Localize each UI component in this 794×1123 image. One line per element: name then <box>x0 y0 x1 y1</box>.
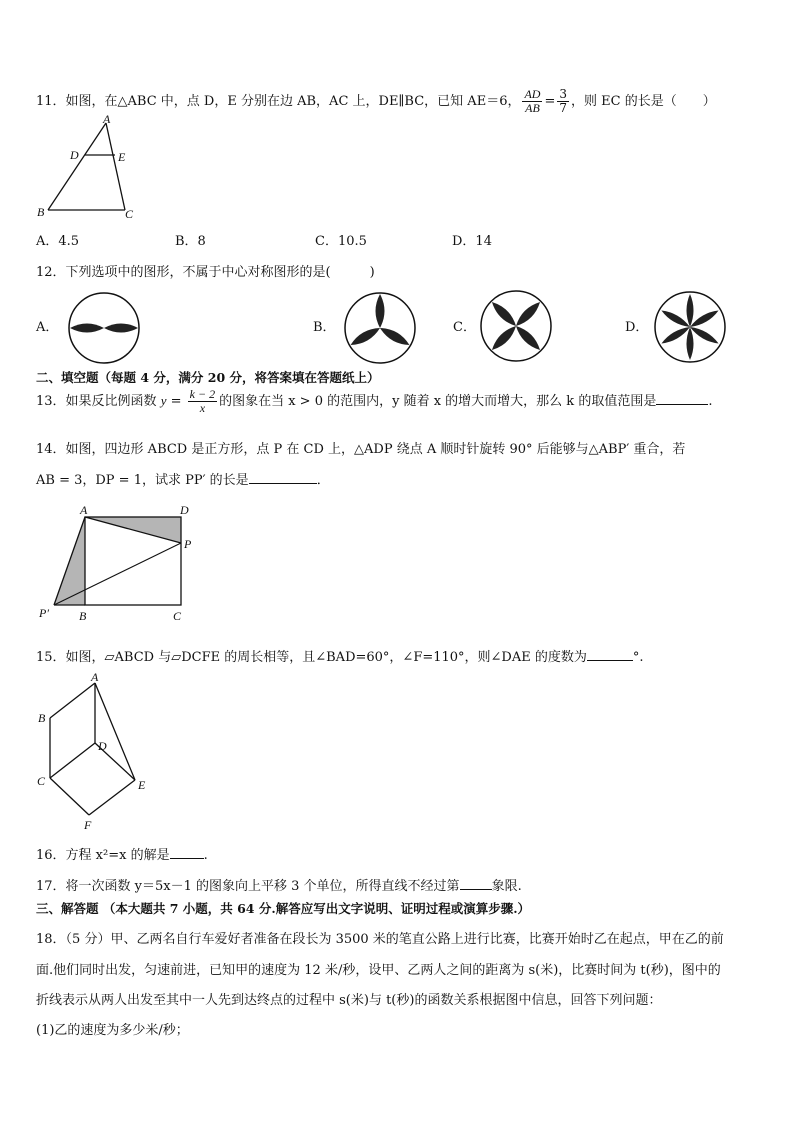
q14-label-d: D <box>180 503 189 517</box>
q11-text-a: 11．如图，在△ABC 中，点 D，E 分别在边 AB，AC 上，DE∥BC，已知 AE＝6， <box>36 94 521 109</box>
q11-option-a: A．4.5 <box>36 234 80 249</box>
q11-stem: 11．如图，在△ABC 中，点 D，E 分别在边 AB，AC 上，DE∥BC，已知 AE＝6， $\frac{AD}{AB}$ = $\frac{3}{7}$ ，则 EC 的长是（ ） <box>36 87 716 115</box>
q14-label-c: C <box>173 609 182 623</box>
q11-option-c: C．10.5 <box>315 234 367 249</box>
q12-option-d-figure <box>652 289 728 365</box>
q15-stem: 15．如图，▱ABCD 与▱DCFE 的周长相等，且∠BAD=60°，∠F=110°，则∠DAE 的度数为 °. <box>36 650 644 665</box>
q15-label-e: E <box>138 778 146 792</box>
q17-stem: 17．将一次函数 y＝5x－1 的图象向上平移 3 个单位，所得直线不经过第 象限. <box>36 879 522 894</box>
q12-option-b-label: B． <box>313 320 336 335</box>
q15-label-b: B <box>38 711 46 725</box>
q15-label-f: F <box>84 818 92 832</box>
q14-square-figure <box>36 500 206 625</box>
q12-option-b-figure <box>342 290 418 366</box>
q12-option-c-label: C． <box>453 320 476 335</box>
q11-option-b: B．8 <box>175 234 206 249</box>
q13-fraction: $\frac{k - 2}{x}$ <box>189 387 216 415</box>
q15-answer-blank[interactable] <box>587 648 633 661</box>
q18-line-1: 18．（5 分）甲、乙两名自行车爱好者准备在段长为 3500 米的笔直公路上进行比赛，比赛开始时乙在起点，甲在乙的前 <box>36 932 724 947</box>
q13-answer-blank[interactable] <box>656 392 708 405</box>
q14-label-b: B <box>79 609 87 623</box>
q14-line-1: 14．如图，四边形 ABCD 是正方形，点 P 在 CD 上，△ADP 绕点 A 顺时针旋转 90° 后能够与△ABP′ 重合，若 <box>36 442 686 457</box>
q16-stem: 16．方程 x²=x 的解是 . <box>36 848 208 863</box>
q11-text-b: ，则 EC 的长是（ ） <box>571 94 716 109</box>
q13-stem: 13．如果反比例函数 y = $\frac{k - 2}{x}$ 的图象在当 x > 0 的范围内，y 随着 x 的增大而增大，那么 k 的取值范围是 . <box>36 387 713 415</box>
q12-stem: 12．下列选项中的图形，不属于中心对称图形的是( ) <box>36 265 375 280</box>
q11-label-e: E <box>118 150 126 164</box>
q12-option-a-label: A． <box>36 320 59 335</box>
q12-option-a-figure <box>66 290 142 366</box>
q12-option-c-figure <box>478 288 554 364</box>
q12-option-d-label: D． <box>625 320 649 335</box>
q14-answer-blank[interactable] <box>249 471 317 484</box>
q16-answer-blank[interactable] <box>170 846 204 859</box>
q14-label-a: A <box>80 503 88 517</box>
q14-label-p: P <box>184 537 192 551</box>
q11-ratio-fraction: $\frac{AD}{AB}$ <box>524 87 541 115</box>
q15-parallelograms-figure <box>34 668 164 833</box>
q11-value-fraction: $\frac{3}{7}$ <box>559 87 568 115</box>
q11-label-b: B <box>37 205 45 219</box>
q11-label-d: D <box>70 148 79 162</box>
section-2-heading: 二、填空题（每题 4 分，满分 20 分，将答案填在答题纸上） <box>36 370 380 385</box>
q14-label-p-prime: P′ <box>39 606 49 620</box>
q11-label-a: A <box>103 115 111 126</box>
q15-label-c: C <box>37 774 46 788</box>
section-3-heading: 三、解答题 （本大题共 7 小题，共 64 分.解答应写出文字说明、证明过程或演算步骤.） <box>36 901 531 916</box>
q14-line-2: AB = 3，DP = 1，试求 PP′ 的长是 ． <box>36 473 330 488</box>
q17-answer-blank[interactable] <box>460 877 492 890</box>
q18-line-3: 折线表示从两人出发至其中一人先到达终点的过程中 s(米)与 t(秒)的函数关系根据图中信息，回答下列问题： <box>36 993 662 1008</box>
q15-label-a: A <box>91 670 99 684</box>
q11-label-c: C <box>125 207 134 221</box>
q15-label-d: D <box>98 739 107 753</box>
q18-line-4: (1)乙的速度为多少米/秒； <box>36 1023 189 1038</box>
q11-option-d: D．14 <box>452 234 492 249</box>
q18-line-2: 面.他们同时出发，匀速前进，已知甲的速度为 12 米/秒，设甲、乙两人之间的距离为 s(米)，比赛时间为 t(秒)，图中的 <box>36 963 721 978</box>
q11-triangle-figure <box>34 115 144 223</box>
